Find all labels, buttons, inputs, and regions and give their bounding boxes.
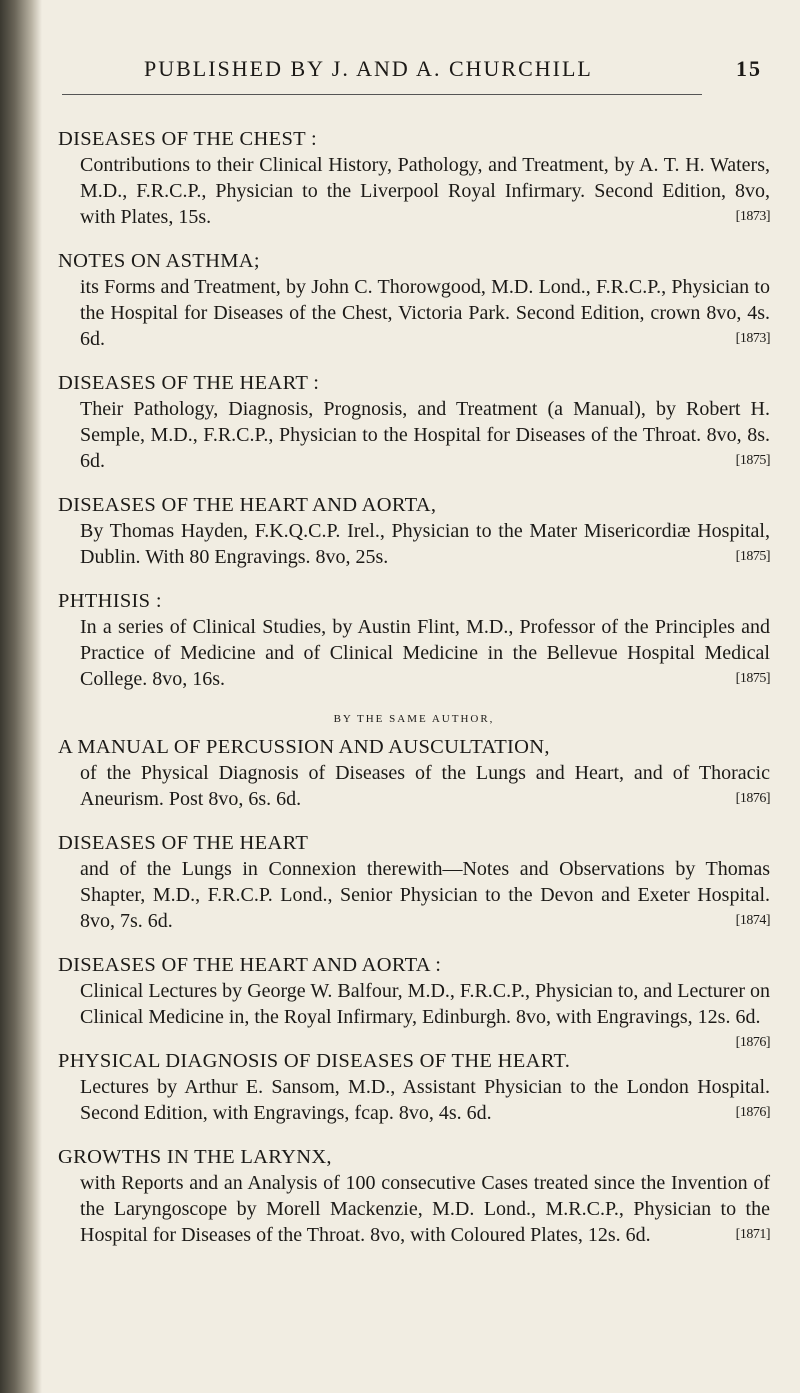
entry-date: [1874]: [735, 913, 770, 928]
entry-date: [1875]: [735, 671, 770, 686]
entry-description: [58, 978, 770, 1050]
entry-date: [1876]: [735, 791, 770, 806]
header-rule: [62, 94, 702, 95]
entry-title: GROWTHS IN THE LARYNX,: [58, 1146, 332, 1168]
entry-title: PHYSICAL DIAGNOSIS OF DISEASES OF THE HEART.: [58, 1050, 571, 1072]
catalogue-entry: [58, 248, 770, 352]
entry-text: Lectures by Arthur E. Sansom, M.D., Assistant Physician to the London Hospital. Second Edition, with Engravings, fcap. 8vo, 4s. 6d.: [80, 1076, 770, 1124]
entry-description: [58, 1074, 770, 1126]
entry-description: [58, 518, 770, 570]
entry-description: [58, 614, 770, 692]
entry-title: PHTHISIS :: [58, 590, 162, 612]
catalogue-entries: [58, 126, 770, 1266]
entry-text: its Forms and Treatment, by John C. Thorowgood, M.D. Lond., F.R.C.P., Physician to the Hospital for Diseases of the Chest, Victoria Park. Second Edition, crown 8vo, 4s. 6d.: [80, 276, 770, 350]
entry-date: [1875]: [735, 549, 770, 564]
page-number: 15: [736, 56, 762, 81]
catalogue-entry: [58, 830, 770, 934]
entry-text: In a series of Clinical Studies, by Austin Flint, M.D., Professor of the Principles and Practice of Medicine and of Clinical Medicine in the Bellevue Hospital Medical College. 8vo, 16s.: [80, 616, 770, 690]
catalogue-entry: [58, 588, 770, 692]
entry-date: [1876]: [735, 1035, 770, 1050]
entry-title: DISEASES OF THE HEART AND AORTA,: [58, 494, 437, 516]
entry-text: Clinical Lectures by George W. Balfour, M.D., F.R.C.P., Physician to, and Lecturer on Clinical Medicine in, the Royal Infirmary, Edinburgh. 8vo, with Engravings, 12s. 6d.: [80, 980, 770, 1028]
catalogue-entry: [58, 492, 770, 570]
entry-description: [58, 1170, 770, 1248]
running-head-title: PUBLISHED BY J. AND A. CHURCHILL: [144, 56, 593, 81]
entry-text: and of the Lungs in Connexion therewith—Notes and Observations by Thomas Shapter, M.D., F.R.C.P. Lond., Senior Physician to the Devon and Exeter Hospital. 8vo, 7s. 6d.: [80, 858, 770, 932]
catalogue-entry: [58, 126, 770, 230]
book-binding-shadow: [0, 0, 42, 1393]
entry-title: DISEASES OF THE HEART: [58, 832, 309, 854]
entry-text: Contributions to their Clinical History, Pathology, and Treatment, by A. T. H. Waters, M.D., F.R.C.P., Physician to the Liverpool Royal Infirmary. Second Edition, 8vo, with Plates, 15s.: [80, 154, 770, 228]
catalogue-entry: [58, 1048, 770, 1126]
entry-title: NOTES ON ASTHMA;: [58, 250, 260, 272]
catalogue-entry: [58, 1144, 770, 1248]
entry-date: [1876]: [735, 1105, 770, 1120]
entry-text: Their Pathology, Diagnosis, Prognosis, and Treatment (a Manual), by Robert H. Semple, M.D., F.R.C.P., Physician to the Hospital for Diseases of the Throat. 8vo, 8s. 6d.: [80, 398, 770, 472]
entry-date: [1873]: [735, 331, 770, 346]
book-page: [58, 0, 770, 1393]
entry-text: By Thomas Hayden, F.K.Q.C.P. Irel., Physician to the Mater Misericordiæ Hospital, Dublin. With 80 Engravings. 8vo, 25s.: [80, 520, 770, 568]
entry-date: [1871]: [735, 1227, 770, 1242]
entry-text: of the Physical Diagnosis of Diseases of the Lungs and Heart, and of Thoracic Aneurism. Post 8vo, 6s. 6d.: [80, 762, 770, 810]
entry-description: [58, 760, 770, 812]
entry-date: [1873]: [735, 209, 770, 224]
entry-title: A MANUAL OF PERCUSSION AND AUSCULTATION,: [58, 736, 550, 758]
entry-description: [58, 856, 770, 934]
entry-text: with Reports and an Analysis of 100 consecutive Cases treated since the Invention of the Laryngoscope by Morell Mackenzie, M.D. Lond., M.R.C.P., Physician to the Hospital for Diseases of the Throat. 8vo, with Coloured Plates, 12s. 6d.: [80, 1172, 770, 1246]
catalogue-entry: [58, 370, 770, 474]
catalogue-entry: [58, 706, 770, 812]
entry-description: [58, 274, 770, 352]
entry-description: [58, 152, 770, 230]
same-author-note: BY THE SAME AUTHOR,: [333, 713, 495, 725]
entry-title: DISEASES OF THE HEART :: [58, 372, 320, 394]
entry-date: [1875]: [735, 453, 770, 468]
catalogue-entry: [58, 952, 770, 1050]
entry-title: DISEASES OF THE HEART AND AORTA :: [58, 954, 442, 976]
entry-title: DISEASES OF THE CHEST :: [58, 128, 318, 150]
entry-description: [58, 396, 770, 474]
